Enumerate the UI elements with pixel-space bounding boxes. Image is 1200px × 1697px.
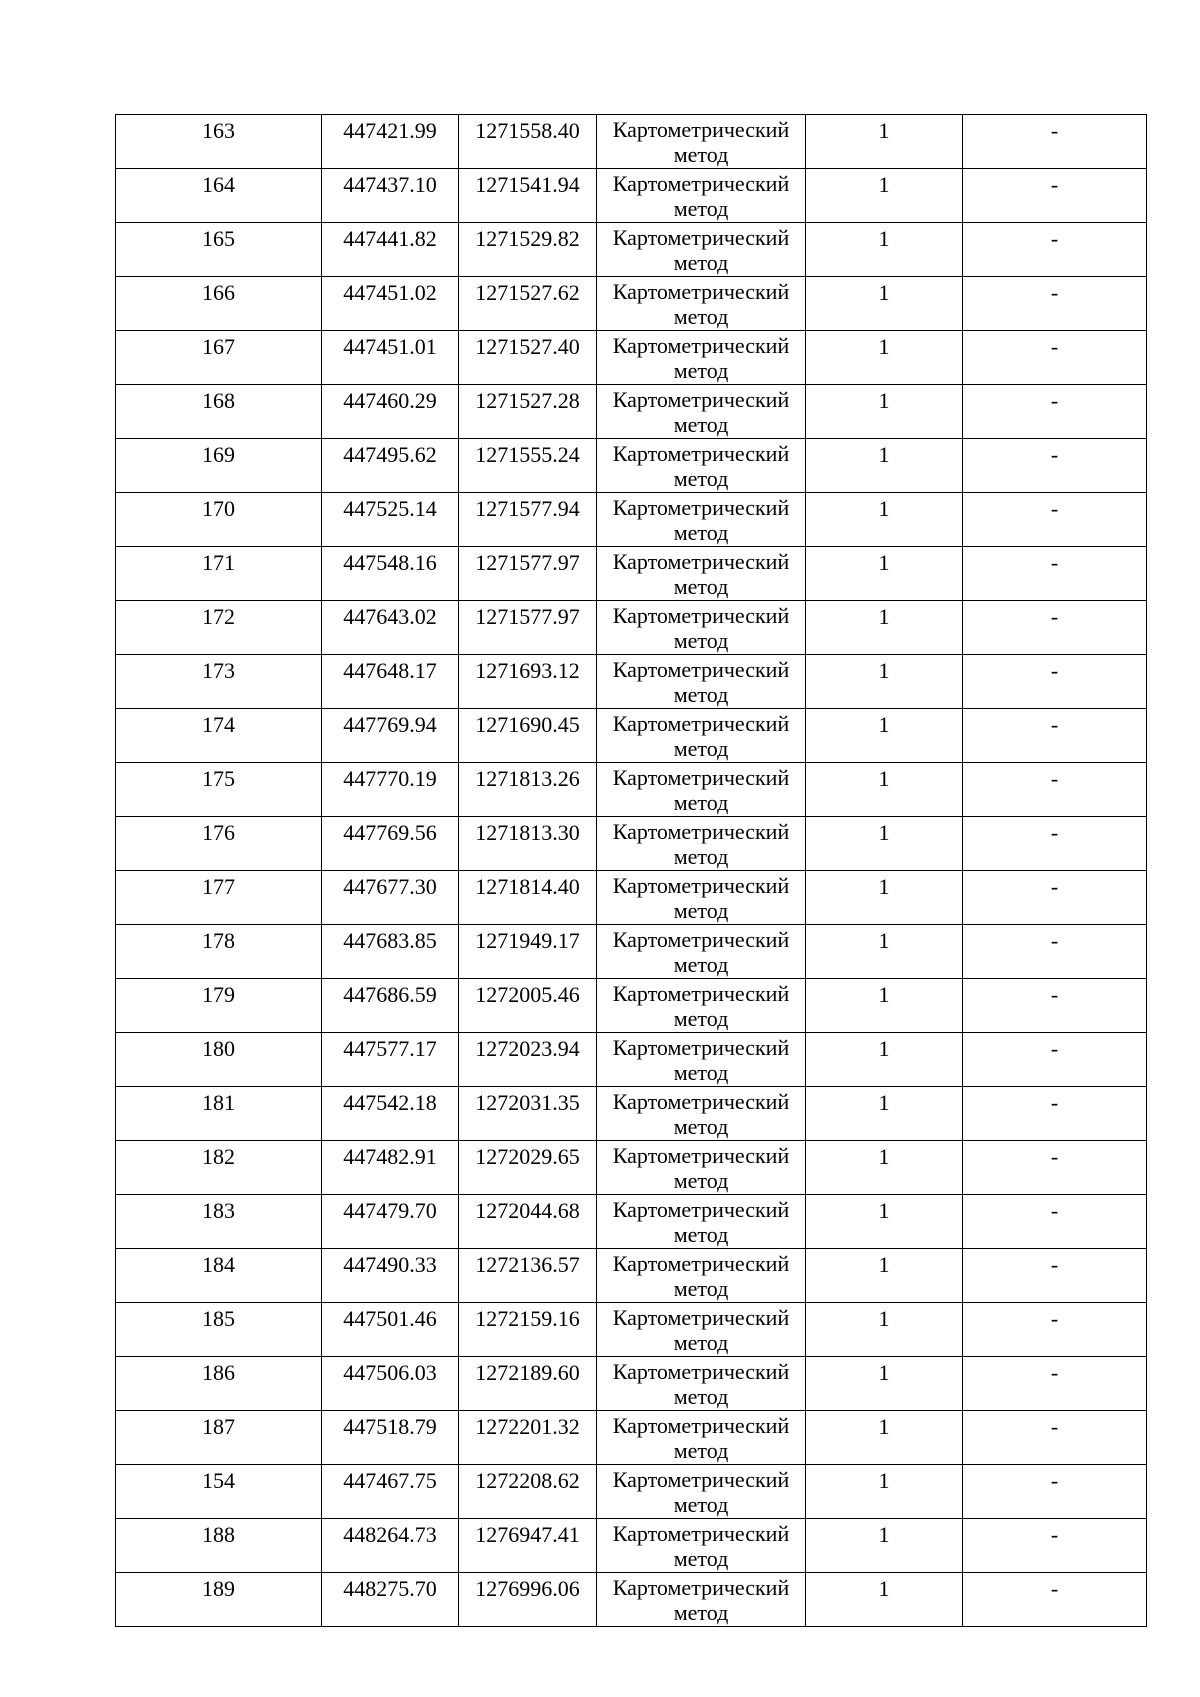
description-cell: - xyxy=(963,493,1147,547)
description-cell: - xyxy=(963,925,1147,979)
table-row xyxy=(116,925,1147,979)
x-coordinate-cell: 447769.56 xyxy=(322,817,459,871)
point-number-cell: 188 xyxy=(116,1519,322,1573)
accuracy-cell: 1 xyxy=(806,1357,963,1411)
table-row xyxy=(116,1087,1147,1141)
point-number-cell: 170 xyxy=(116,493,322,547)
method-cell xyxy=(597,709,806,763)
y-coordinate-cell: 1272023.94 xyxy=(459,1033,597,1087)
point-number-cell: 176 xyxy=(116,817,322,871)
table-row xyxy=(116,1249,1147,1303)
accuracy-cell: 1 xyxy=(806,601,963,655)
table-row xyxy=(116,871,1147,925)
method-cell xyxy=(597,601,806,655)
description-cell: - xyxy=(963,1303,1147,1357)
x-coordinate-cell: 447482.91 xyxy=(322,1141,459,1195)
description-cell: - xyxy=(963,1087,1147,1141)
point-number-cell: 179 xyxy=(116,979,322,1033)
description-cell: - xyxy=(963,979,1147,1033)
y-coordinate-cell: 1271693.12 xyxy=(459,655,597,709)
point-number-cell: 172 xyxy=(116,601,322,655)
method-text: Картометрический метод xyxy=(612,225,790,275)
description-cell: - xyxy=(963,601,1147,655)
method-cell xyxy=(597,925,806,979)
point-number-cell: 154 xyxy=(116,1465,322,1519)
point-number-cell: 180 xyxy=(116,1033,322,1087)
description-cell: - xyxy=(963,277,1147,331)
method-text: Картометрический метод xyxy=(612,1089,790,1139)
description-cell: - xyxy=(963,1249,1147,1303)
table-row xyxy=(116,331,1147,385)
x-coordinate-cell: 447501.46 xyxy=(322,1303,459,1357)
description-cell: - xyxy=(963,1195,1147,1249)
accuracy-cell: 1 xyxy=(806,1465,963,1519)
description-cell: - xyxy=(963,169,1147,223)
coordinates-table xyxy=(115,114,1147,1627)
method-text: Картометрический метод xyxy=(612,1467,790,1517)
y-coordinate-cell: 1271529.82 xyxy=(459,223,597,277)
point-number-cell: 185 xyxy=(116,1303,322,1357)
x-coordinate-cell: 447770.19 xyxy=(322,763,459,817)
accuracy-cell: 1 xyxy=(806,1141,963,1195)
method-cell xyxy=(597,277,806,331)
y-coordinate-cell: 1272189.60 xyxy=(459,1357,597,1411)
accuracy-cell: 1 xyxy=(806,277,963,331)
table-row xyxy=(116,1357,1147,1411)
table-row xyxy=(116,763,1147,817)
method-text: Картометрический метод xyxy=(612,873,790,923)
accuracy-cell: 1 xyxy=(806,871,963,925)
method-text: Картометрический метод xyxy=(612,1143,790,1193)
y-coordinate-cell: 1271527.28 xyxy=(459,385,597,439)
method-cell xyxy=(597,871,806,925)
y-coordinate-cell: 1271690.45 xyxy=(459,709,597,763)
method-cell xyxy=(597,223,806,277)
table-row xyxy=(116,709,1147,763)
point-number-cell: 164 xyxy=(116,169,322,223)
table-row xyxy=(116,385,1147,439)
accuracy-cell: 1 xyxy=(806,493,963,547)
point-number-cell: 186 xyxy=(116,1357,322,1411)
table-row xyxy=(116,1465,1147,1519)
method-cell xyxy=(597,655,806,709)
description-cell: - xyxy=(963,1573,1147,1627)
table-row xyxy=(116,115,1147,169)
y-coordinate-cell: 1271813.26 xyxy=(459,763,597,817)
accuracy-cell: 1 xyxy=(806,1249,963,1303)
coordinates-table-body xyxy=(116,115,1147,1627)
x-coordinate-cell: 448275.70 xyxy=(322,1573,459,1627)
method-cell xyxy=(597,1465,806,1519)
y-coordinate-cell: 1271813.30 xyxy=(459,817,597,871)
y-coordinate-cell: 1271814.40 xyxy=(459,871,597,925)
method-text: Картометрический метод xyxy=(612,981,790,1031)
method-cell xyxy=(597,1573,806,1627)
table-row xyxy=(116,1141,1147,1195)
accuracy-cell: 1 xyxy=(806,385,963,439)
method-cell xyxy=(597,1357,806,1411)
method-cell xyxy=(597,385,806,439)
accuracy-cell: 1 xyxy=(806,439,963,493)
x-coordinate-cell: 447490.33 xyxy=(322,1249,459,1303)
method-cell xyxy=(597,493,806,547)
x-coordinate-cell: 447451.02 xyxy=(322,277,459,331)
method-cell xyxy=(597,1303,806,1357)
x-coordinate-cell: 447518.79 xyxy=(322,1411,459,1465)
accuracy-cell: 1 xyxy=(806,1303,963,1357)
method-text: Картометрический метод xyxy=(612,495,790,545)
method-text: Картометрический метод xyxy=(612,441,790,491)
accuracy-cell: 1 xyxy=(806,1033,963,1087)
y-coordinate-cell: 1272005.46 xyxy=(459,979,597,1033)
y-coordinate-cell: 1276996.06 xyxy=(459,1573,597,1627)
y-coordinate-cell: 1271527.62 xyxy=(459,277,597,331)
point-number-cell: 165 xyxy=(116,223,322,277)
table-row xyxy=(116,1303,1147,1357)
table-row xyxy=(116,493,1147,547)
x-coordinate-cell: 447495.62 xyxy=(322,439,459,493)
method-text: Картометрический метод xyxy=(612,765,790,815)
accuracy-cell: 1 xyxy=(806,1411,963,1465)
y-coordinate-cell: 1271541.94 xyxy=(459,169,597,223)
method-cell xyxy=(597,169,806,223)
method-cell xyxy=(597,763,806,817)
description-cell: - xyxy=(963,1519,1147,1573)
x-coordinate-cell: 447441.82 xyxy=(322,223,459,277)
point-number-cell: 166 xyxy=(116,277,322,331)
x-coordinate-cell: 447769.94 xyxy=(322,709,459,763)
accuracy-cell: 1 xyxy=(806,655,963,709)
table-row xyxy=(116,655,1147,709)
method-cell xyxy=(597,1249,806,1303)
method-cell xyxy=(597,1033,806,1087)
table-row xyxy=(116,817,1147,871)
accuracy-cell: 1 xyxy=(806,331,963,385)
point-number-cell: 181 xyxy=(116,1087,322,1141)
method-cell xyxy=(597,1195,806,1249)
accuracy-cell: 1 xyxy=(806,925,963,979)
x-coordinate-cell: 447460.29 xyxy=(322,385,459,439)
method-cell xyxy=(597,1141,806,1195)
y-coordinate-cell: 1272208.62 xyxy=(459,1465,597,1519)
description-cell: - xyxy=(963,817,1147,871)
method-cell xyxy=(597,547,806,601)
point-number-cell: 173 xyxy=(116,655,322,709)
y-coordinate-cell: 1271577.97 xyxy=(459,601,597,655)
description-cell: - xyxy=(963,1465,1147,1519)
x-coordinate-cell: 447479.70 xyxy=(322,1195,459,1249)
x-coordinate-cell: 447677.30 xyxy=(322,871,459,925)
y-coordinate-cell: 1272201.32 xyxy=(459,1411,597,1465)
method-text: Картометрический метод xyxy=(612,927,790,977)
y-coordinate-cell: 1271558.40 xyxy=(459,115,597,169)
accuracy-cell: 1 xyxy=(806,115,963,169)
method-text: Картометрический метод xyxy=(612,603,790,653)
y-coordinate-cell: 1272159.16 xyxy=(459,1303,597,1357)
method-text: Картометрический метод xyxy=(612,1035,790,1085)
x-coordinate-cell: 447506.03 xyxy=(322,1357,459,1411)
description-cell: - xyxy=(963,439,1147,493)
y-coordinate-cell: 1271949.17 xyxy=(459,925,597,979)
point-number-cell: 177 xyxy=(116,871,322,925)
table-row xyxy=(116,547,1147,601)
description-cell: - xyxy=(963,1411,1147,1465)
table-row xyxy=(116,1573,1147,1627)
y-coordinate-cell: 1272029.65 xyxy=(459,1141,597,1195)
method-cell xyxy=(597,115,806,169)
method-text: Картометрический метод xyxy=(612,1359,790,1409)
point-number-cell: 183 xyxy=(116,1195,322,1249)
method-text: Картометрический метод xyxy=(612,1575,790,1625)
table-row xyxy=(116,1033,1147,1087)
table-row xyxy=(116,1411,1147,1465)
point-number-cell: 184 xyxy=(116,1249,322,1303)
table-row xyxy=(116,277,1147,331)
method-text: Картометрический метод xyxy=(612,549,790,599)
y-coordinate-cell: 1272044.68 xyxy=(459,1195,597,1249)
description-cell: - xyxy=(963,1357,1147,1411)
x-coordinate-cell: 447525.14 xyxy=(322,493,459,547)
point-number-cell: 178 xyxy=(116,925,322,979)
method-cell xyxy=(597,979,806,1033)
accuracy-cell: 1 xyxy=(806,1519,963,1573)
x-coordinate-cell: 447467.75 xyxy=(322,1465,459,1519)
x-coordinate-cell: 447577.17 xyxy=(322,1033,459,1087)
point-number-cell: 189 xyxy=(116,1573,322,1627)
method-cell xyxy=(597,1519,806,1573)
method-text: Картометрический метод xyxy=(612,711,790,761)
method-cell xyxy=(597,1087,806,1141)
method-text: Картометрический метод xyxy=(612,1521,790,1571)
method-text: Картометрический метод xyxy=(612,657,790,707)
x-coordinate-cell: 447421.99 xyxy=(322,115,459,169)
description-cell: - xyxy=(963,115,1147,169)
table-row xyxy=(116,1195,1147,1249)
accuracy-cell: 1 xyxy=(806,169,963,223)
accuracy-cell: 1 xyxy=(806,223,963,277)
x-coordinate-cell: 447548.16 xyxy=(322,547,459,601)
table-row xyxy=(116,1519,1147,1573)
accuracy-cell: 1 xyxy=(806,1195,963,1249)
y-coordinate-cell: 1272136.57 xyxy=(459,1249,597,1303)
x-coordinate-cell: 447451.01 xyxy=(322,331,459,385)
table-row xyxy=(116,601,1147,655)
description-cell: - xyxy=(963,763,1147,817)
method-text: Картометрический метод xyxy=(612,1251,790,1301)
method-text: Картометрический метод xyxy=(612,333,790,383)
description-cell: - xyxy=(963,385,1147,439)
y-coordinate-cell: 1272031.35 xyxy=(459,1087,597,1141)
y-coordinate-cell: 1271555.24 xyxy=(459,439,597,493)
y-coordinate-cell: 1276947.41 xyxy=(459,1519,597,1573)
point-number-cell: 167 xyxy=(116,331,322,385)
description-cell: - xyxy=(963,547,1147,601)
table-row xyxy=(116,169,1147,223)
y-coordinate-cell: 1271527.40 xyxy=(459,331,597,385)
description-cell: - xyxy=(963,709,1147,763)
x-coordinate-cell: 447683.85 xyxy=(322,925,459,979)
point-number-cell: 175 xyxy=(116,763,322,817)
description-cell: - xyxy=(963,1141,1147,1195)
table-row xyxy=(116,439,1147,493)
accuracy-cell: 1 xyxy=(806,547,963,601)
point-number-cell: 187 xyxy=(116,1411,322,1465)
description-cell: - xyxy=(963,331,1147,385)
point-number-cell: 163 xyxy=(116,115,322,169)
description-cell: - xyxy=(963,1033,1147,1087)
method-cell xyxy=(597,1411,806,1465)
accuracy-cell: 1 xyxy=(806,709,963,763)
method-text: Картометрический метод xyxy=(612,279,790,329)
table-row xyxy=(116,979,1147,1033)
method-cell xyxy=(597,817,806,871)
point-number-cell: 168 xyxy=(116,385,322,439)
method-cell xyxy=(597,331,806,385)
x-coordinate-cell: 447437.10 xyxy=(322,169,459,223)
point-number-cell: 169 xyxy=(116,439,322,493)
x-coordinate-cell: 447686.59 xyxy=(322,979,459,1033)
description-cell: - xyxy=(963,871,1147,925)
x-coordinate-cell: 447542.18 xyxy=(322,1087,459,1141)
table-row xyxy=(116,223,1147,277)
point-number-cell: 171 xyxy=(116,547,322,601)
method-cell xyxy=(597,439,806,493)
accuracy-cell: 1 xyxy=(806,817,963,871)
accuracy-cell: 1 xyxy=(806,979,963,1033)
method-text: Картометрический метод xyxy=(612,387,790,437)
accuracy-cell: 1 xyxy=(806,1573,963,1627)
accuracy-cell: 1 xyxy=(806,1087,963,1141)
method-text: Картометрический метод xyxy=(612,1305,790,1355)
description-cell: - xyxy=(963,223,1147,277)
x-coordinate-cell: 447648.17 xyxy=(322,655,459,709)
x-coordinate-cell: 448264.73 xyxy=(322,1519,459,1573)
method-text: Картометрический метод xyxy=(612,1413,790,1463)
method-text: Картометрический метод xyxy=(612,171,790,221)
method-text: Картометрический метод xyxy=(612,117,790,167)
accuracy-cell: 1 xyxy=(806,763,963,817)
description-cell: - xyxy=(963,655,1147,709)
point-number-cell: 174 xyxy=(116,709,322,763)
x-coordinate-cell: 447643.02 xyxy=(322,601,459,655)
method-text: Картометрический метод xyxy=(612,819,790,869)
y-coordinate-cell: 1271577.97 xyxy=(459,547,597,601)
method-text: Картометрический метод xyxy=(612,1197,790,1247)
y-coordinate-cell: 1271577.94 xyxy=(459,493,597,547)
point-number-cell: 182 xyxy=(116,1141,322,1195)
